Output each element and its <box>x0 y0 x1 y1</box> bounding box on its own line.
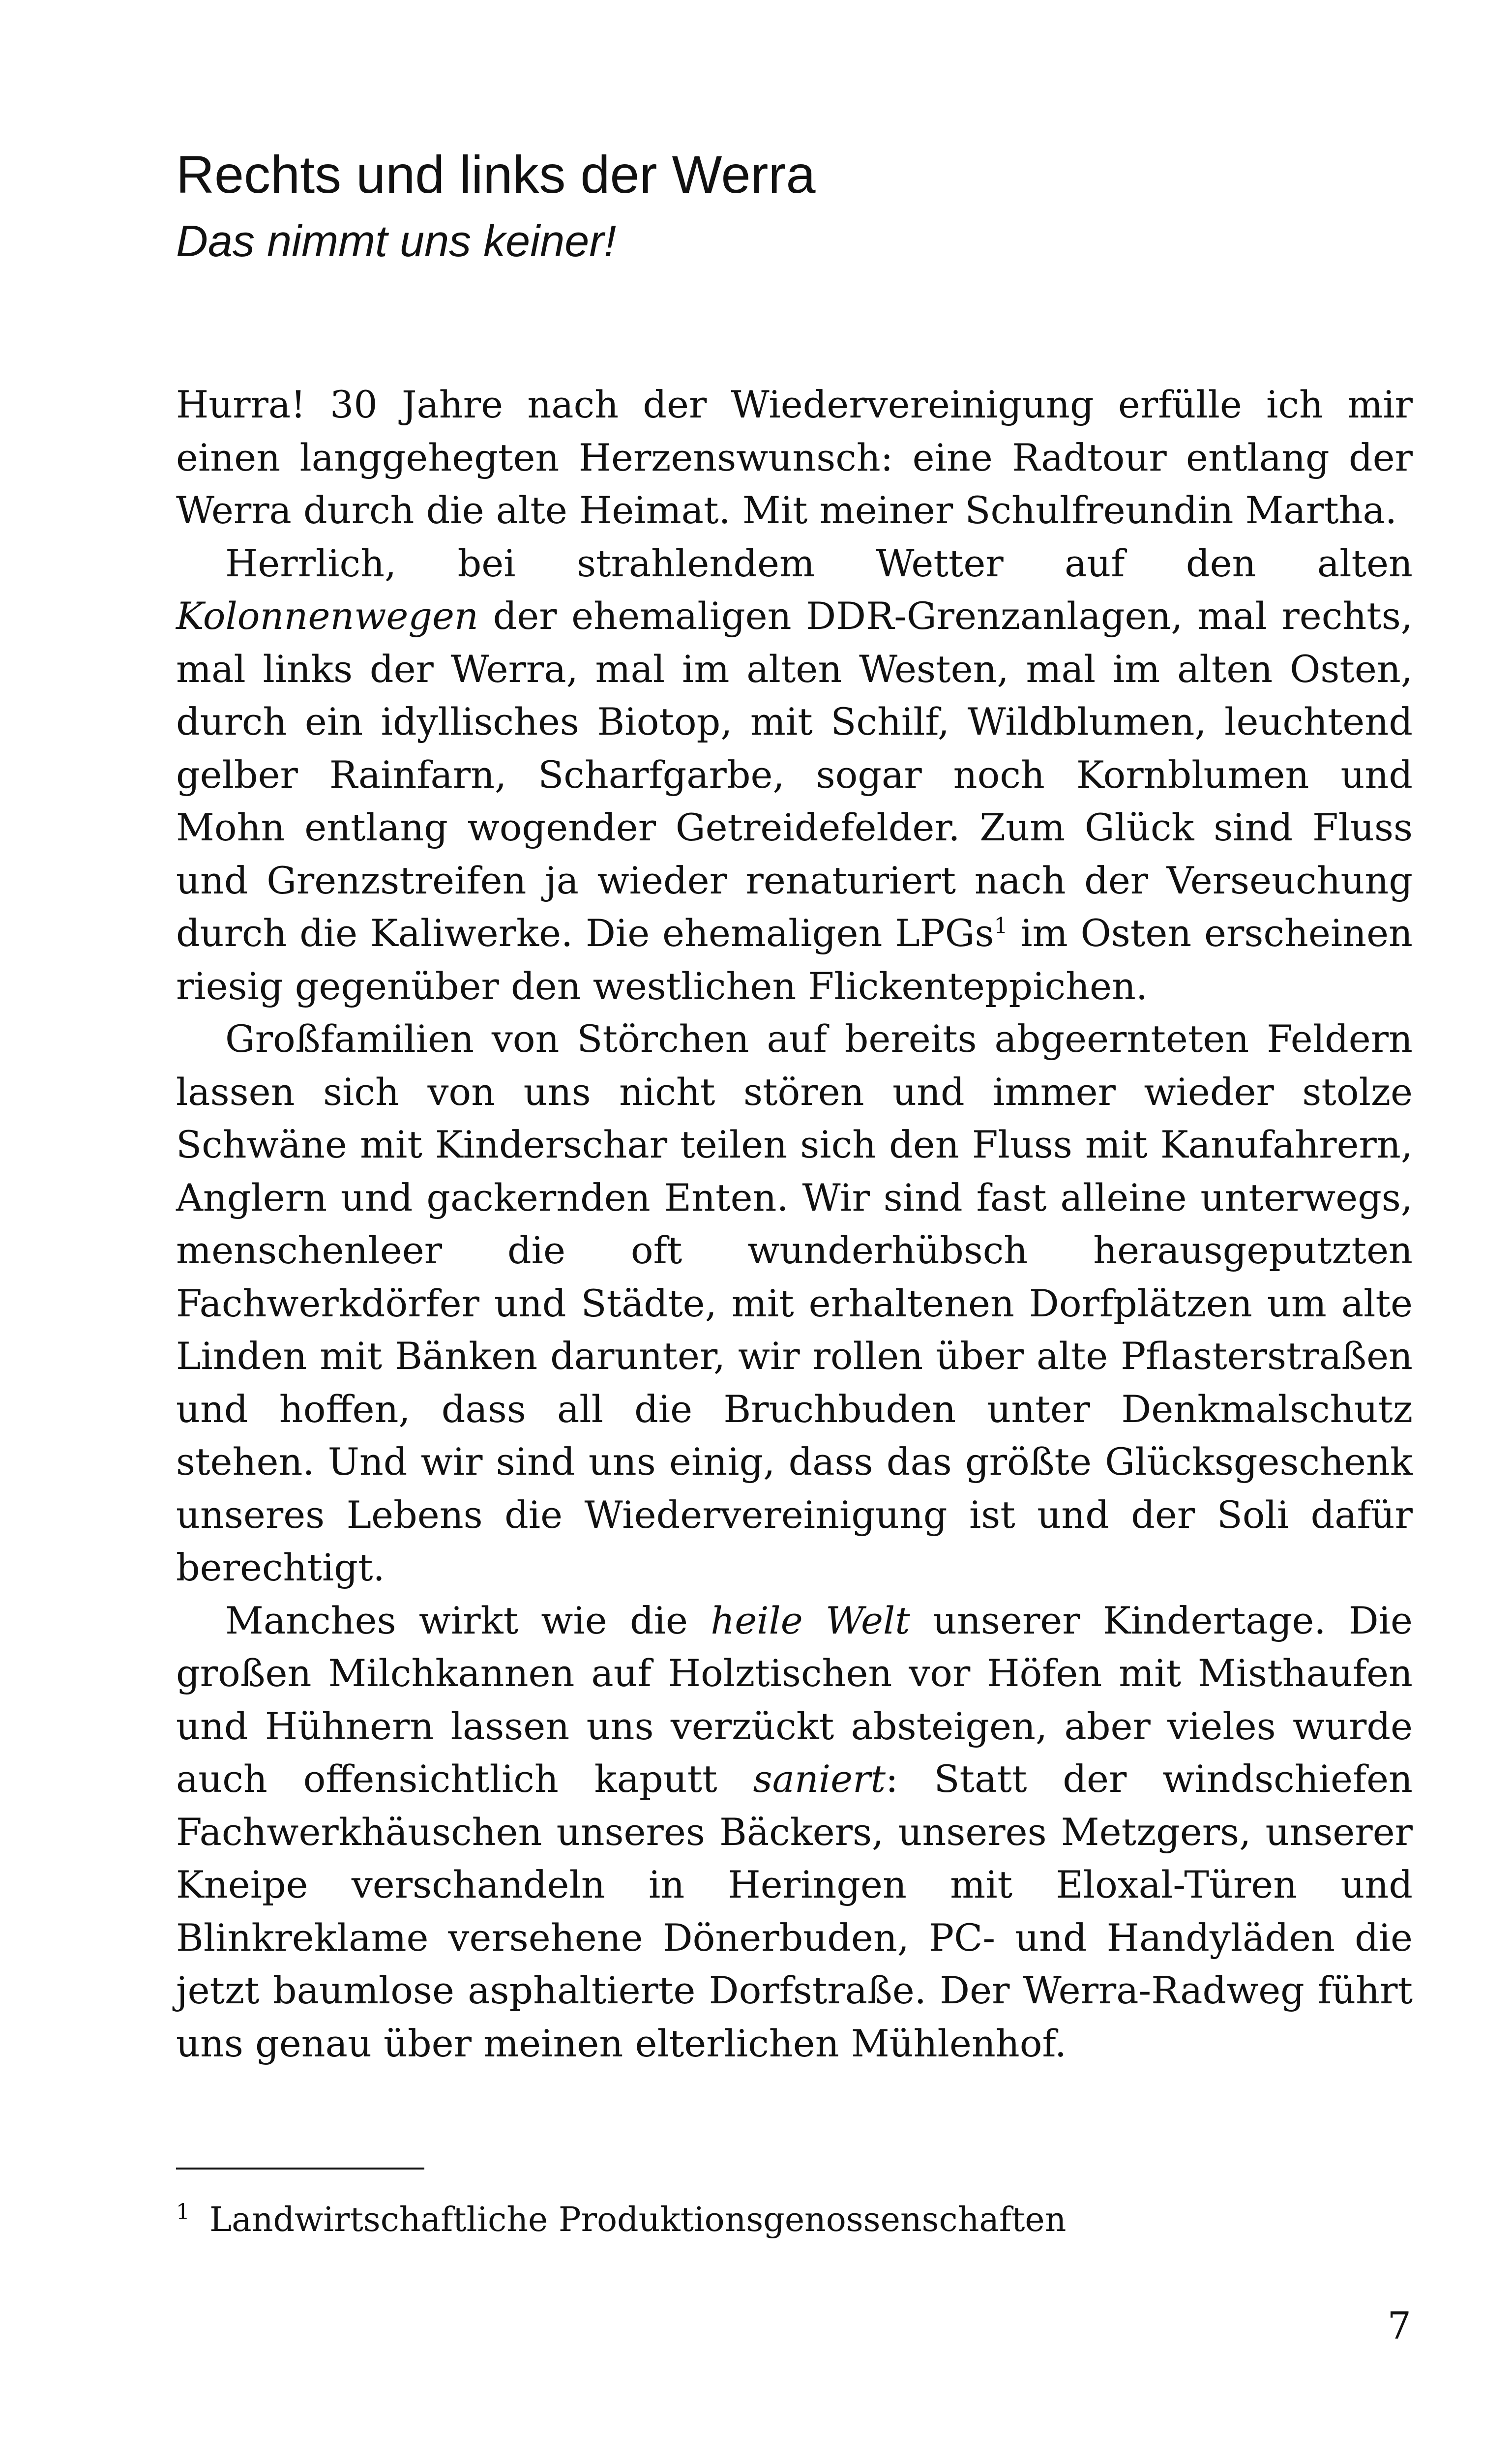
chapter-subtitle: Das nimmt uns keiner! <box>176 217 617 266</box>
paragraph-4-part-b: unserer Kindertage. Die großen Milchkannen auf Holztischen vor Höfen mit Misthaufen und Hühnern lassen uns verzückt absteigen, aber vieles wurde auch offensichtlich kaputt <box>176 1598 1413 1801</box>
footnote-text: Landwirtschaftliche Produktionsgenossenschaften <box>209 2200 1067 2239</box>
paragraph-2-part-a: Herrlich, bei strahlendem Wetter auf den alten <box>225 541 1413 585</box>
paragraph-2 <box>176 537 1413 1013</box>
footnote-divider <box>176 2168 424 2170</box>
footnote <box>176 2196 1066 2245</box>
body-text <box>176 378 1413 2070</box>
chapter-heading <box>176 140 816 274</box>
chapter-title: Rechts und links der Werra <box>176 145 816 204</box>
footnote-number: 1 <box>176 2200 190 2225</box>
emphasis-saniert: saniert <box>753 1757 886 1801</box>
footnote-reference: 1 <box>994 913 1008 939</box>
page-number: 7 <box>1387 2304 1411 2348</box>
emphasis-heile-welt: heile Welt <box>711 1598 910 1642</box>
paragraph-4-part-c: : Statt der windschiefen Fachwerkhäuschen unseres Bäckers, unseres Metzgers, unserer Kneipe verschandeln in Heringen mit Eloxal-Türen und Blinkreklame versehene Dönerbuden, PC- und Handyläden die jetzt baumlose asphaltierte Dorfstraße. Der Werra-Radweg führt uns genau über meinen elterlichen Mühlenhof. <box>176 1757 1413 2065</box>
paragraph-2-part-b: der ehemaligen DDR-Grenzanlagen, mal rechts, mal links der Werra, mal im alten Westen, mal im alten Osten, durch ein idyllisches Biotop, mit Schilf, Wildblumen, leuchtend gelber Rainfarn, Scharfgarbe, sogar noch Kornblumen und Mohn entlang wogender Getreidefelder. Zum Glück sind Fluss und Grenzstreifen ja wieder renaturiert nach der Verseuchung durch die Kaliwerke. Die ehemaligen LPGs <box>176 594 1413 955</box>
emphasis-kolonnenwegen: Kolonnenwegen <box>176 594 478 638</box>
paragraph-4 <box>176 1594 1413 2070</box>
paragraph-2-part-c: im Osten erscheinen riesig gegenüber den westlichen Flickenteppichen. <box>176 911 1413 1008</box>
paragraph-3: Großfamilien von Störchen auf bereits abgeernteten Feldern lassen sich von uns nicht stören und immer wieder stolze Schwäne mit Kinderschar teilen sich den Fluss mit Kanufahrern, Anglern und gackernden Enten. Wir sind fast alleine unterwegs, menschenleer die oft wunderhübsch herausgeputzten Fachwerkdörfer und Städte, mit erhaltenen Dorfplätzen um alte Linden mit Bänken darunter, wir rollen über alte Pflasterstraßen und hoffen, dass all die Bruchbuden unter Denkmalschutz stehen. Und wir sind uns einig, dass das größte Glücksgeschenk unseres Lebens die Wiedervereinigung ist und der Soli dafür berechtigt. <box>176 1017 1413 1589</box>
paragraph-1: Hurra! 30 Jahre nach der Wiedervereinigung erfülle ich mir einen langgehegten Herzenswunsch: eine Radtour entlang der Werra durch die alte Heimat. Mit meiner Schulfreundin Martha. <box>176 383 1413 532</box>
paragraph-4-part-a: Manches wirkt wie die <box>225 1598 711 1642</box>
